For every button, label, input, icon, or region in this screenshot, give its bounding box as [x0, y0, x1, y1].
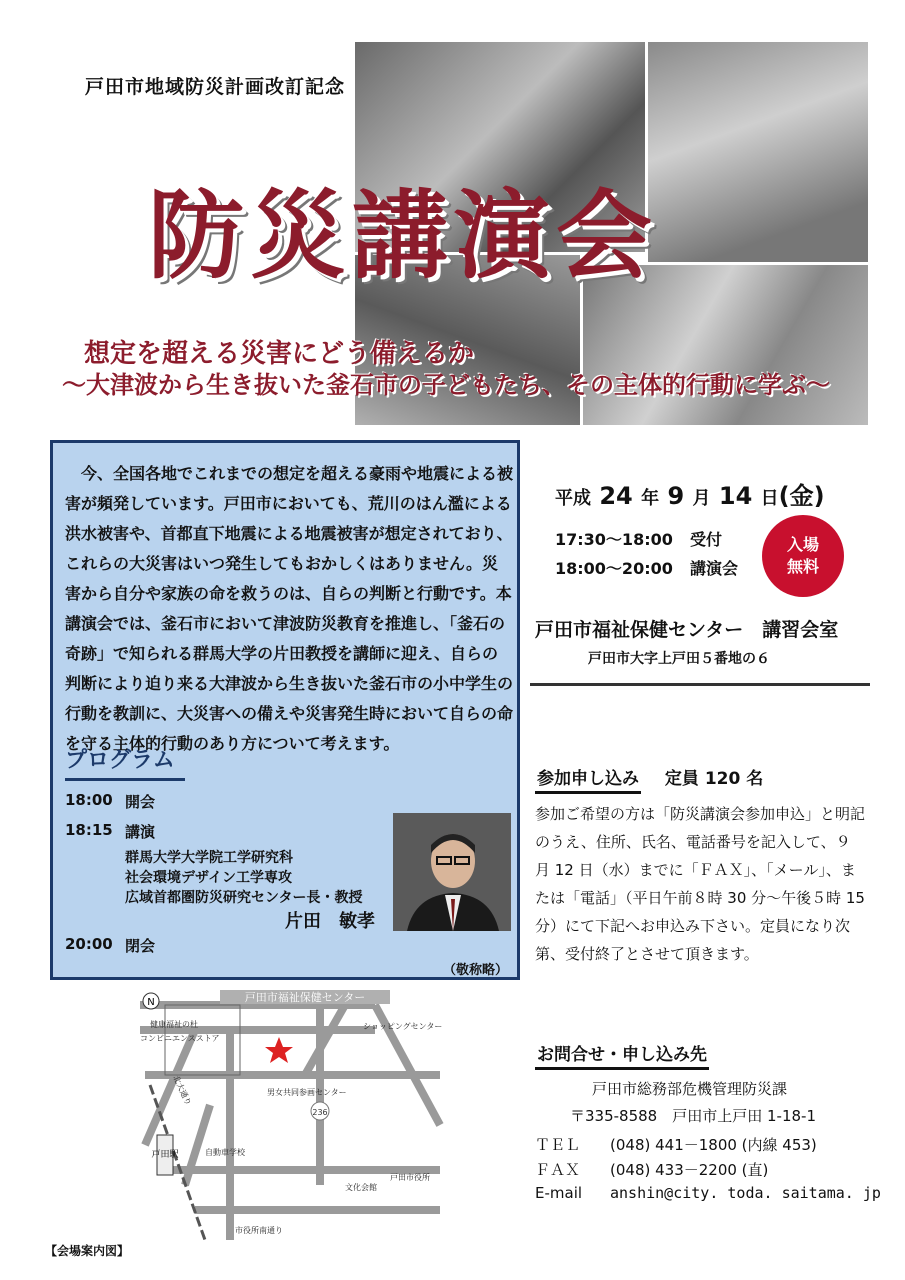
north-label: N: [147, 997, 155, 1008]
speaker-portrait: [393, 813, 511, 931]
date-era: 平成: [555, 488, 591, 509]
venue-address: 戸田市大字上戸田５番地の６: [588, 651, 770, 667]
badge-line-2: 無料: [786, 557, 819, 576]
date-year-unit: 年: [641, 488, 660, 509]
reception-time: 17:30～18:00: [555, 530, 673, 549]
program-time-close: 20:00: [65, 935, 113, 953]
free-admission-badge: [762, 515, 844, 597]
subtitle-line-1: 想定を超える災害にどう備えるか: [84, 339, 475, 369]
route-236-label: 236: [312, 1108, 328, 1117]
svg-text:戸田市役所: 戸田市役所: [390, 1173, 430, 1182]
tel-label: ＴＥＬ: [535, 1136, 581, 1154]
program-label-lecture: 講演: [125, 823, 156, 841]
badge-line-1: 入場: [786, 535, 819, 554]
application-heading: 参加申し込み: [535, 769, 641, 794]
venue-map: [45, 985, 445, 1240]
lecture-label: 講演会: [690, 559, 739, 578]
reception-label: 受付: [690, 530, 723, 549]
map-caption: 【会場案内図】: [45, 1244, 130, 1258]
email-address: anshin@city. toda. saitama. jp: [610, 1184, 881, 1202]
speaker-affiliation-2: 社会環境デザイン工学専攻: [125, 870, 293, 886]
info-box: [50, 440, 520, 980]
supertitle: 戸田市地域防災計画改訂記念: [85, 76, 346, 98]
subtitle-line-2: ～大津波から生き抜いた釜石市の子どもたち、その主体的行動に学ぶ～: [62, 371, 830, 399]
svg-text:男女共同参画センター: 男女共同参画センター: [267, 1088, 347, 1097]
date-year: 24: [599, 482, 633, 510]
program-label-close: 閉会: [125, 937, 156, 955]
tel-number: (048) 441－1800 (内線 453): [610, 1136, 817, 1154]
fax-number: (048) 433－2200 (直): [610, 1161, 769, 1179]
date-month: 9: [667, 482, 685, 510]
svg-text:北大通り: 北大通り: [171, 1074, 193, 1107]
map-venue-label: 戸田市福祉保健センター: [244, 991, 366, 1004]
venue-name: 戸田市福祉保健センター 講習会室: [535, 619, 839, 641]
svg-text:健康福祉の杜: 健康福祉の杜: [150, 1020, 198, 1029]
speaker-name: 片田 敏孝: [285, 911, 375, 932]
station-label: 戸田駅: [151, 1150, 179, 1160]
honorific-note: （敬称略）: [443, 963, 509, 978]
contact-department: 戸田市総務部危機管理防災課: [592, 1080, 788, 1098]
program-time-lecture: 18:15: [65, 821, 113, 839]
application-body: 参加ご希望の方は「防災講演会参加申込」と明記のうえ、住所、氏名、電話番号を記入して、９月 12 日（水）までに「ＦＡＸ」、「メール」、または「電話」（平日午前８時 30 分～午後５時 15 分）にて下記へお申込み下さい。定員になり次第、受付終了とさせて頂きます。: [535, 805, 866, 963]
application-heading-row: [535, 764, 763, 789]
svg-text:市役所南通り: 市役所南通り: [235, 1226, 283, 1235]
date-day-unit: 日: [760, 488, 779, 509]
date-day: 14: [718, 482, 753, 510]
program-time-open: 18:00: [65, 791, 113, 809]
lecture-time: 18:00～20:00: [555, 559, 673, 578]
speaker-affiliation-1: 群馬大学大学院工学研究科: [125, 850, 293, 866]
contact-heading: お問合せ・申し込み先: [535, 1040, 709, 1070]
divider: [530, 683, 870, 686]
svg-text:コンビニエンスストア: コンビニエンスストア: [140, 1034, 220, 1043]
email-label: E-mail: [535, 1184, 583, 1202]
date-weekday: (金): [778, 482, 825, 510]
program-label-open: 開会: [125, 793, 156, 811]
fax-label: ＦＡＸ: [535, 1161, 581, 1179]
capacity: 定員 120 名: [664, 769, 764, 789]
disaster-photo-2: [648, 42, 868, 262]
event-title: 防災講演会: [148, 179, 658, 292]
program-heading: プログラム: [65, 743, 185, 781]
svg-text:自動車学校: 自動車学校: [205, 1148, 245, 1157]
intro-text: 今、全国各地でこれまでの想定を超える豪雨や地震による被害が頻発しています。戸田市においても、荒川のはん濫による洪水被害や、首都直下地震による地震被害が想定されており、これらの大災害はいつ発生してもおかしくはありません。災害から自分や家族の命を救うのは、自らの判断と行動です。本講演会では、釜石市において津波防災教育を推進し、「釜石の奇跡」で知られる群馬大学の片田教授を講師に迎え、自らの判断により迫り来る大津波から生き抜いた釜石市の小中学生の行動を教訓に、大災害への備えや災害発生時において自らの命を守る主体的行動のあり方について考えます。: [65, 464, 514, 753]
contact-postal: 〒335-8588 戸田市上戸田 1-18-1: [570, 1107, 816, 1125]
speaker-affiliation-3: 広域首都圏防災研究センター長・教授: [125, 890, 363, 906]
svg-text:ショッピングセンター: ショッピングセンター: [363, 1022, 443, 1031]
svg-text:文化会館: 文化会館: [345, 1183, 377, 1192]
event-date: [555, 476, 825, 511]
date-month-unit: 月: [692, 488, 711, 509]
